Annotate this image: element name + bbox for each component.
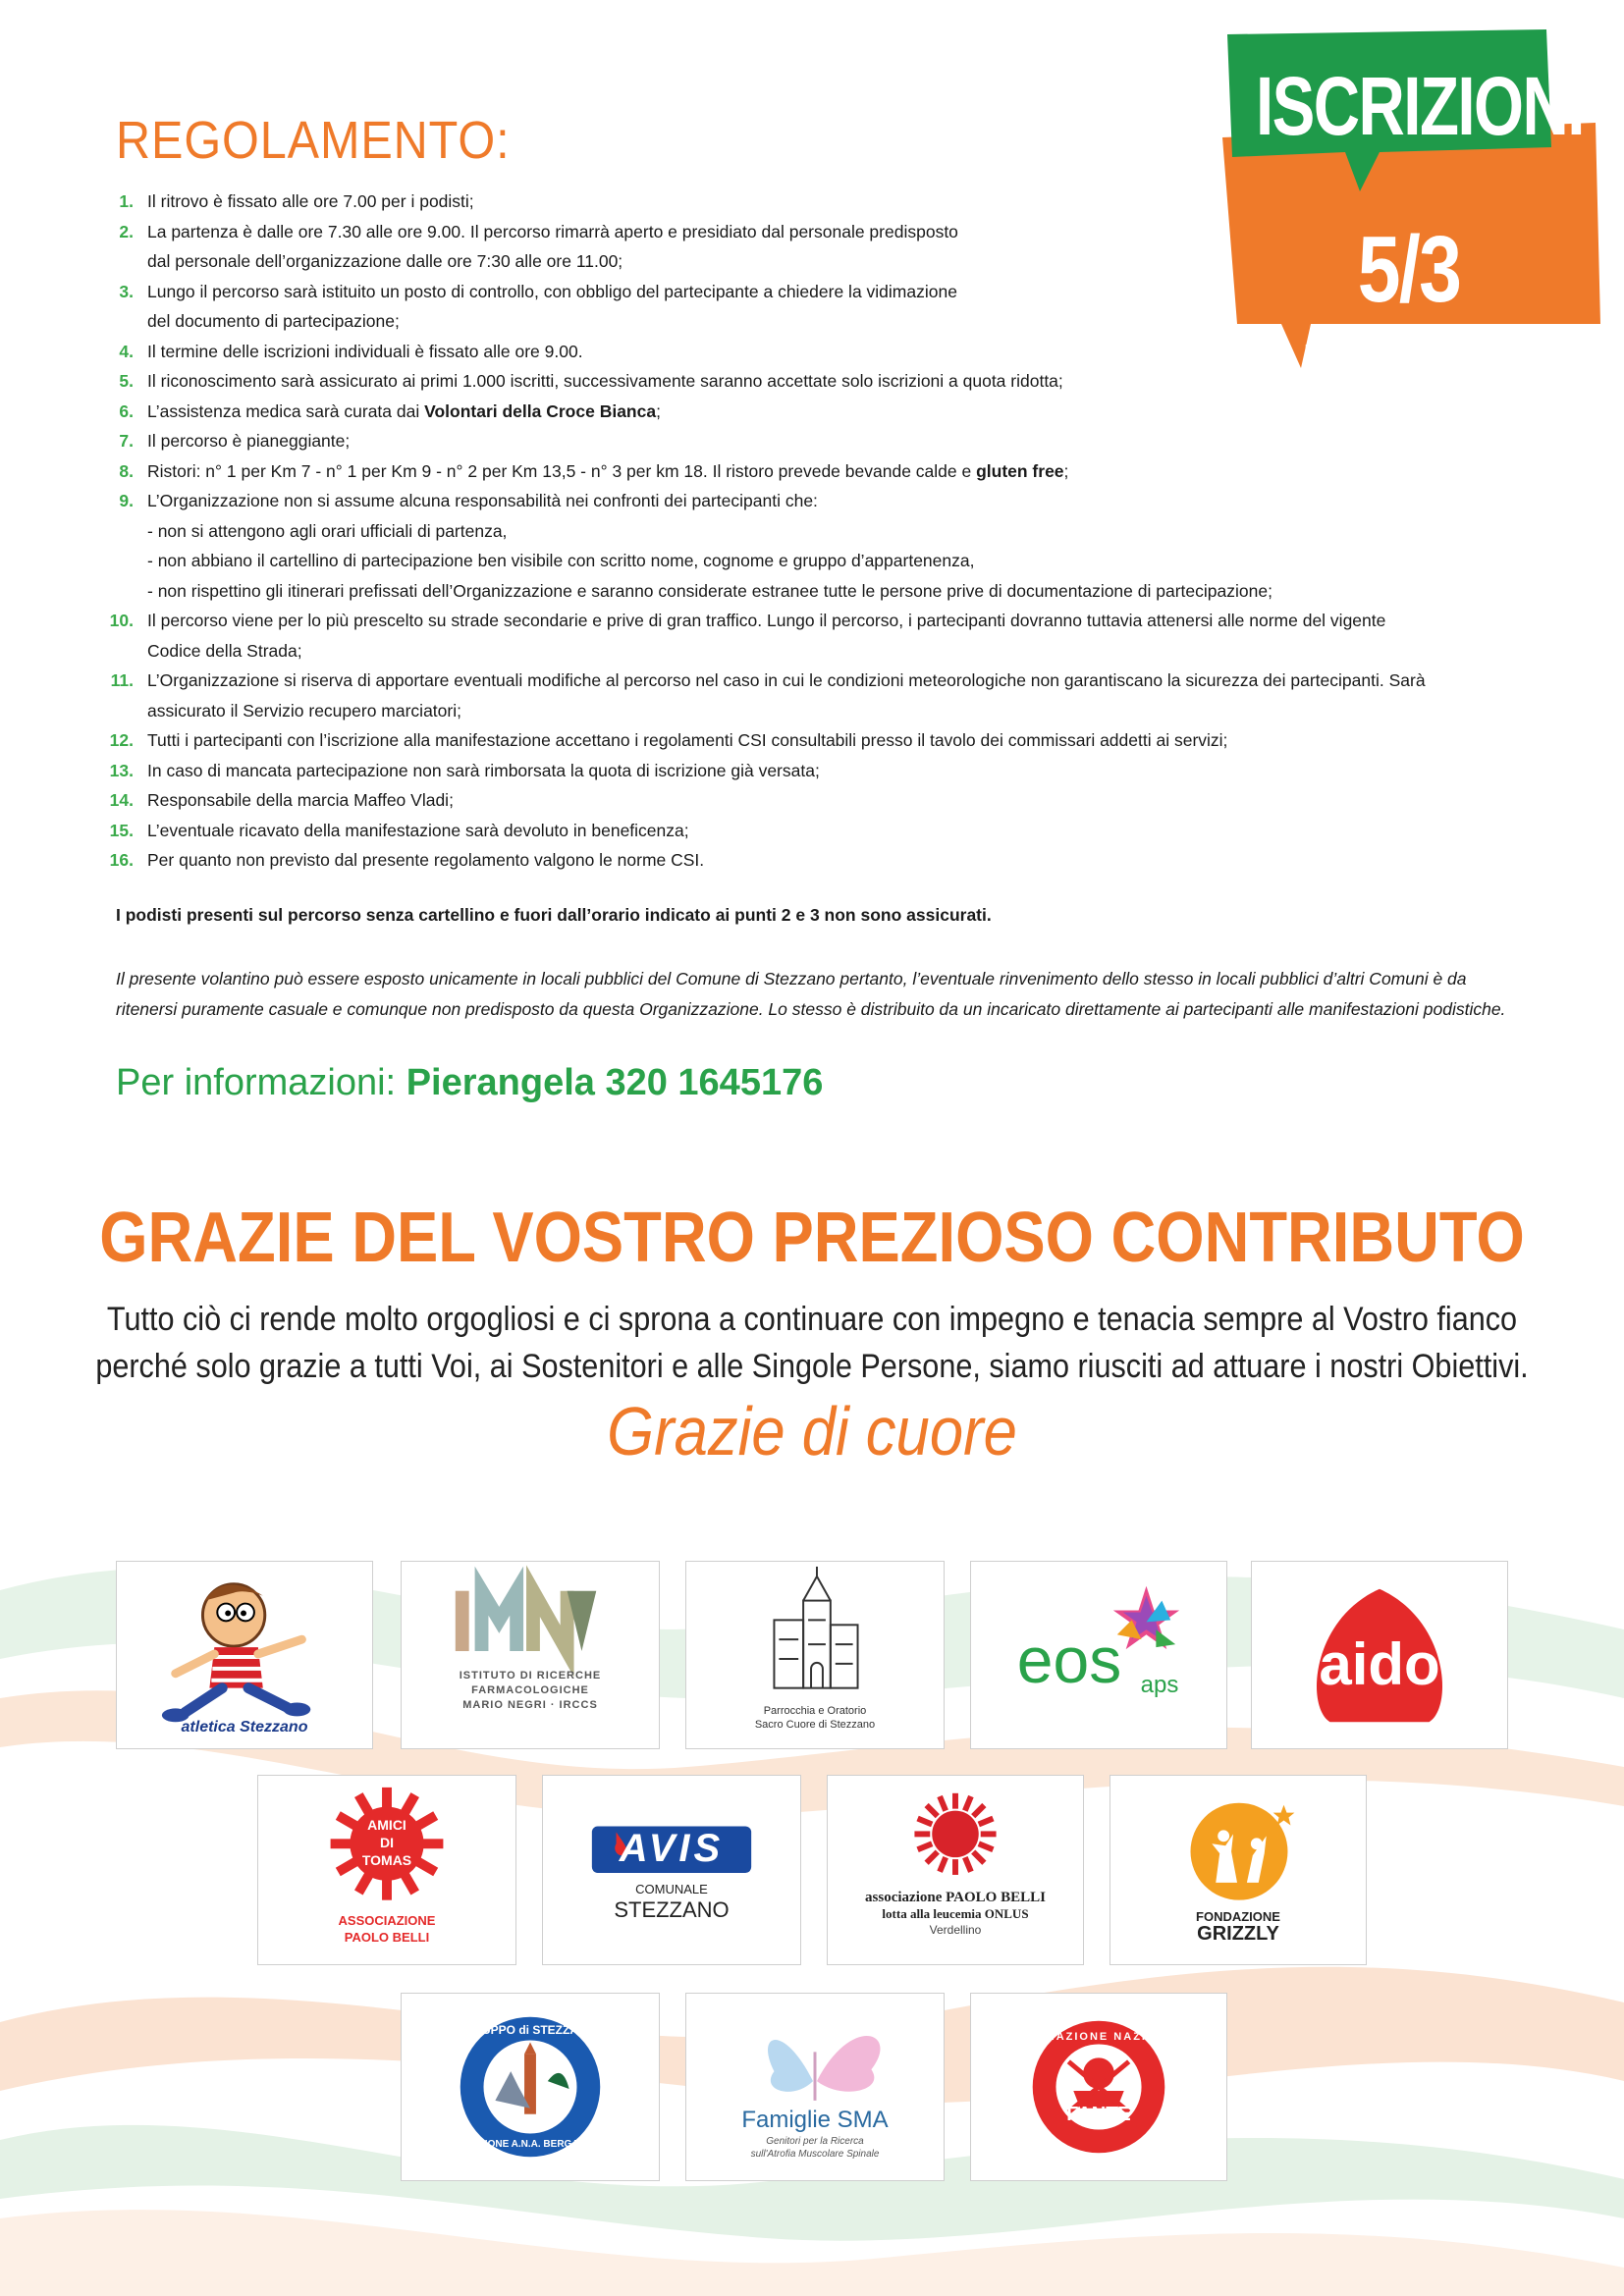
rule-item: 10. Il percorso viene per lo più prescelto su strade secondarie e prive di gran traffico. Lungo il percorso, i partecipanti dovranno tuttavia attenersi alle norme del vigente Codice della Strada;	[109, 611, 1386, 661]
rule-item: 6. L’assistenza medica sarà curata dai Volontari della Croce Bianca;	[119, 400, 661, 421]
logo-atletica-stezzano: atletica Stezzano	[116, 1561, 373, 1749]
badge-price: 5/3 EURO	[1300, 217, 1518, 430]
thanks-text: Tutto ciò ci rende molto orgogliosi e ci sprona a continuare con impegno e tenacia sempre al Vostro fianco perché solo grazie a tutti Voi, ai Sostenitori e alle Singole Persone, siamo riusciti ad attuare i nostri Obiettivi.	[95, 1301, 1529, 1385]
thanks-title: GRAZIE DEL VOSTRO PREZIOSO CONTRIBUTO	[99, 1199, 1525, 1277]
rule-item: 14. Responsabile della marcia Maffeo Vladi;	[109, 790, 454, 810]
badge-iscrizioni: ISCRIZIONI	[1256, 60, 1584, 152]
rule-item: 15. L’eventuale ricavato della manifestazione sarà devoluto in beneficenza;	[109, 820, 689, 840]
rule-item: 8. Ristori: n° 1 per Km 7 - n° 1 per Km 9 - n° 2 per Km 13,5 - n° 3 per km 18. Il ristoro prevede bevande calde e gluten free;	[119, 460, 1069, 481]
rule-item: 5. Il riconoscimento sarà assicurato ai primi 1.000 iscritti, successivamente saranno accettate solo iscrizioni a quota ridotta;	[119, 371, 1063, 391]
rule-item: 13. In caso di mancata partecipazione non sarà rimborsata la quota di iscrizione già versata;	[109, 760, 820, 780]
logo-fondazione-grizzly: FONDAZIONE GRIZZLY	[1110, 1775, 1367, 1965]
rule-item: 1. Il ritrovo è fissato alle ore 7.00 per i podisti;	[119, 191, 474, 211]
rules-list	[98, 187, 1492, 876]
rule-item: 12. Tutti i partecipanti con l’iscrizione alla manifestazione accettano i regolamenti CSI consultabili presso il tavolo dei commissari addetti ai servizi;	[109, 730, 1228, 750]
distribution-note: Il presente volantino può essere esposto unicamente in locali pubblici del Comune di Stezzano pertanto, l’eventuale rinvenimento dello stesso in locali pubblici d’altri Comuni è da ritenersi puramente casuale e comunque non predisposto da questa Organizzazione. Lo stesso è distribuito da un incaricato direttamente ai partecipanti alle manifestazioni podistiche.	[116, 969, 1506, 1019]
contact-phone: Pierangela 320 1645176	[406, 1062, 824, 1103]
rule-item: 2. La partenza è dalle ore 7.30 alle ore 9.00. Il percorso rimarrà aperto e presidiato dal personale predisposto dal personale dell’organizzazione dalle ore 7:30 alle ore 11.00;	[119, 221, 958, 271]
logo-gruppo-alpini-stezzano: GRUPPO di STEZZANO SEZIONE A.N.A. BERGAMO	[401, 1993, 660, 2181]
contact-label: Per informazioni:	[116, 1062, 397, 1103]
logo-associazione-nazionale-fante: ASSOCIAZIONE NAZIONALE FANTE	[970, 1993, 1227, 2181]
rule-item: 7. Il percorso è pianeggiante;	[119, 431, 351, 451]
regolamento-title: REGOLAMENTO:	[116, 111, 511, 170]
logo-aido: aido	[1251, 1561, 1508, 1749]
insurance-note: I podisti presenti sul percorso senza cartellino e fuori dall’orario indicato ai punti 2 e 3 non sono assicurati.	[116, 905, 992, 925]
rule-item: 3. Lungo il percorso sarà istituito un posto di controllo, con obbligo del partecipante a chiedere la vidimazione del documento di partecipazione;	[119, 281, 957, 331]
logo-mario-negri: ISTITUTO DI RICERCHE FARMACOLOGICHE MARIO NEGRI · IRCCS	[401, 1561, 660, 1749]
logo-amici-di-tomas: AMICI DI TOMAS ASSOCIAZIONE PAOLO BELLI	[257, 1775, 516, 1965]
rule-item: 16. Per quanto non previsto dal presente regolamento valgono le norme CSI.	[109, 850, 705, 870]
rule-item: 9. L’Organizzazione non si assume alcuna responsabilità nei confronti dei partecipanti che: - non si attengono agli orari ufficiali di partenza, - non abbiano il cartellino di partecipazione ben visibile con scritto nome, cognome e gruppo d’appartenenza, - non rispettino gli itinerari prefissati dell’Organizzazione e saranno considerate estranee tutte le persone prive di documentazione di partecipazione;	[119, 491, 1272, 601]
logo-famiglie-sma: Famiglie SMA Genitori per la Ricerca sull'Atrofia Muscolare Spinale	[685, 1993, 945, 2181]
logo-avis-stezzano: AVIS COMUNALE STEZZANO	[542, 1775, 801, 1965]
logo-parrocchia-sacro-cuore: Parrocchia e Oratorio Sacro Cuore di Stezzano	[685, 1561, 945, 1749]
logo-eos-aps: eos aps	[970, 1561, 1227, 1749]
rule-item: 11. L’Organizzazione si riserva di apportare eventuali modifiche al percorso nel caso in cui le condizioni meteorologiche non garantiscano la sicurezza dei partecipanti. Sarà assicurato il Servizio recupero marciatori;	[110, 670, 1426, 721]
rule-item: 4. Il termine delle iscrizioni individuali è fissato alle ore 9.00.	[119, 341, 583, 361]
thanks-signature: Grazie di cuore	[607, 1393, 1017, 1469]
logo-associazione-paolo-belli: associazione PAOLO BELLI lotta alla leucemia ONLUS Verdellino	[827, 1775, 1084, 1965]
contact-info	[116, 1062, 823, 1104]
